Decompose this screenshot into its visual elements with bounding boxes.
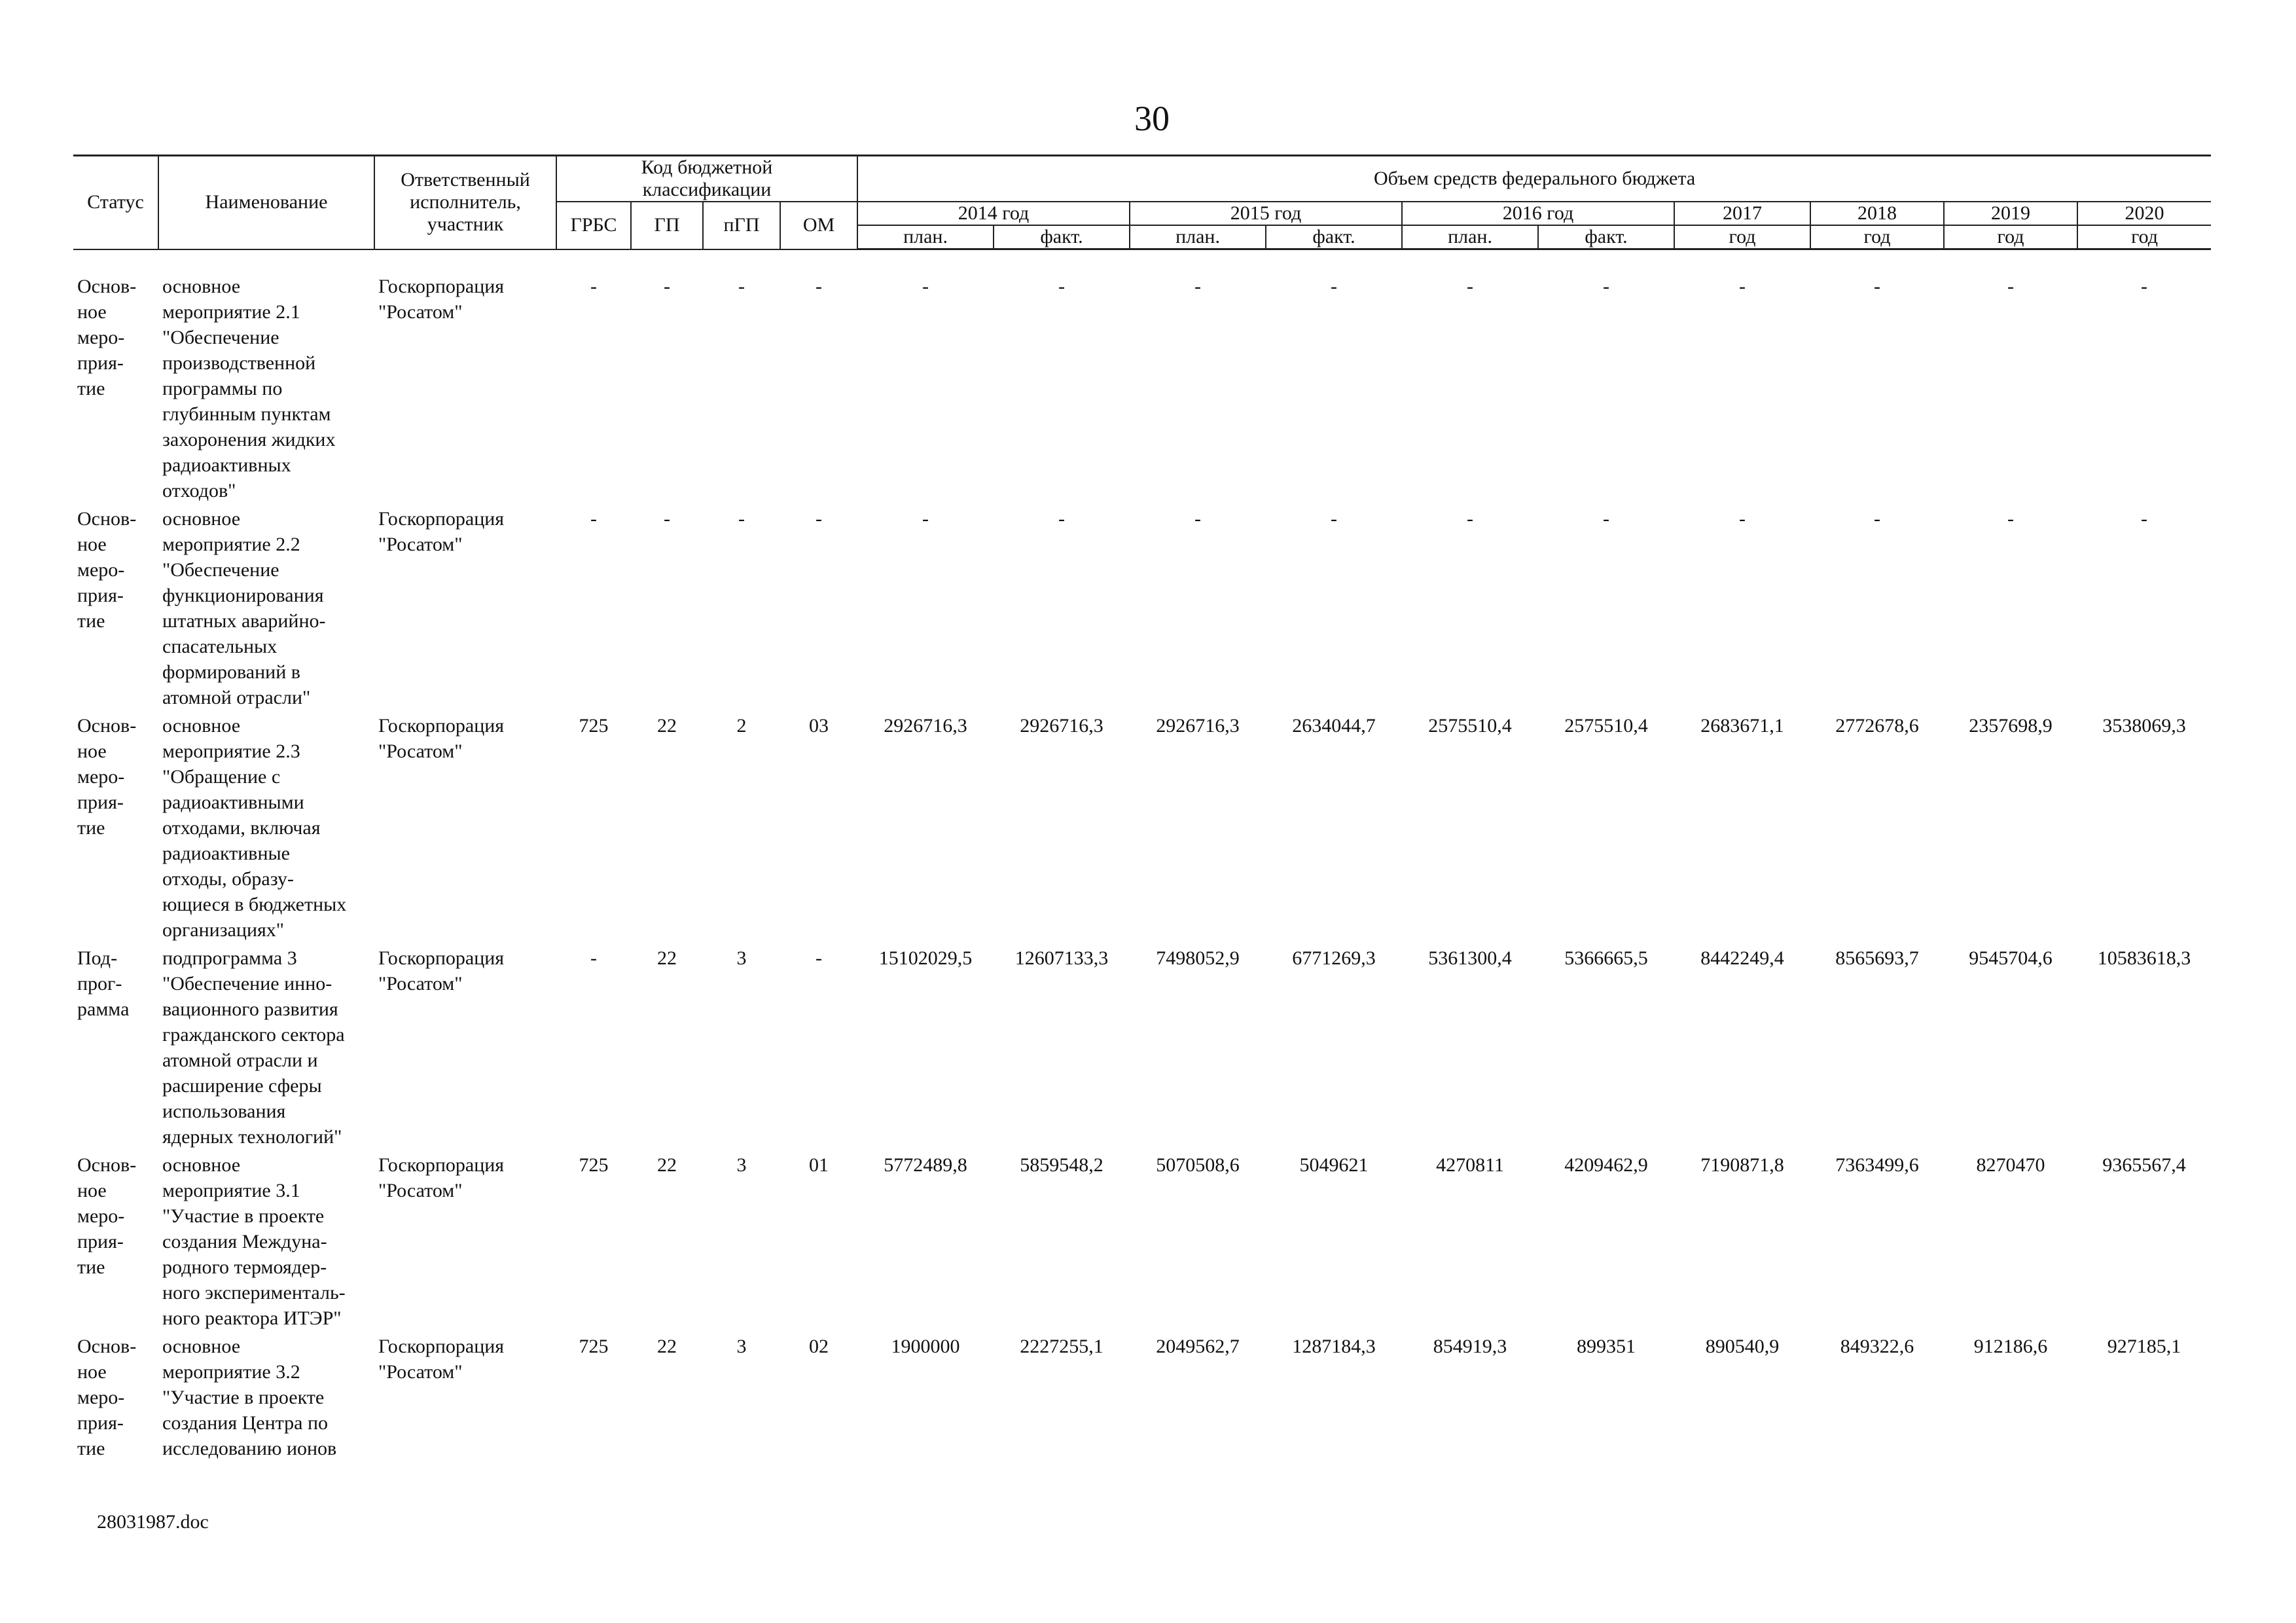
row-executor [374,506,556,713]
row-grbs-text: - [590,507,597,530]
table-header [73,156,2211,249]
header-grbs: ГРБС [556,202,631,249]
row-value-2016-plan: - [1467,276,1474,297]
row-value-2016-plan: 4270811 [1436,1154,1504,1176]
row-pgp [703,1152,780,1334]
header-2015-plan: план. [1130,225,1266,249]
row-om [780,713,857,945]
row-gp [631,945,703,1152]
row-value-2018: - [1874,507,1881,530]
row-value-2015-plan: - [1194,276,1202,297]
row-value-2014-plan: 15102029,5 [878,947,973,969]
row-executor-text: Госкорпорация "Росатом" [378,275,505,323]
row-value-2018: 2772678,6 [1835,714,1919,737]
row-om-text: 01 [809,1154,829,1176]
table-row [73,506,2211,713]
row-pgp [703,713,780,945]
header-year-2015: 2015 год [1130,202,1402,225]
row-om-text: 03 [809,714,829,737]
row-value-2017: 890540,9 [1705,1335,1780,1357]
row-status [73,1152,158,1334]
row-name [158,249,374,506]
table-row [73,1152,2211,1334]
header-federal-budget: Объем средств федерального бюджета [857,156,2211,202]
header-year-2018: 2018 [1810,202,1944,225]
row-grbs-text: 725 [579,1335,609,1357]
row-om-text: - [816,947,822,969]
row-pgp-text: 3 [736,1154,747,1176]
row-value-2015-fact: - [1331,507,1338,530]
row-value-2015-fact: - [1331,276,1338,297]
row-status [73,713,158,945]
row-value-2016-plan: - [1467,507,1474,530]
row-status-text: Основ- ное меро- прия- тие [77,1335,137,1459]
row-pgp-text: 2 [736,714,747,737]
row-executor [374,713,556,945]
row-status-text: Под- прог- рамма [77,947,130,1020]
header-year-2019: 2019 [1944,202,2077,225]
row-status-text: Основ- ное меро- прия- тие [77,275,137,399]
row-gp [631,506,703,713]
header-budget-code: Код бюджетной классификации [556,156,857,202]
row-name-text: основное мероприятие 3.2 "Участие в проекте создания Центра по исследованию ионов [162,1335,337,1459]
row-name [158,1334,374,1464]
row-om [780,249,857,506]
header-year-2016: 2016 год [1402,202,1674,225]
row-grbs-text: - [590,275,597,297]
row-value-2019: 2357698,9 [1969,714,2053,737]
row-value-2018: - [1874,276,1881,297]
table-row [73,1334,2211,1464]
row-value-2014-fact: 2926716,3 [1020,714,1103,737]
budget-table [73,155,2211,1464]
row-executor [374,945,556,1152]
row-gp [631,1152,703,1334]
row-status [73,506,158,713]
row-gp-text: 22 [657,947,677,969]
page-number: 30 [1134,99,1170,138]
row-value-2016-fact: 2575510,4 [1564,714,1648,737]
row-value-2015-fact: 5049621 [1299,1154,1369,1176]
row-executor-text: Госкорпорация "Росатом" [378,507,505,555]
row-value-2018: 7363499,6 [1835,1154,1919,1176]
header-2014-fact: факт. [994,225,1130,249]
header-year-2020: 2020 [2077,202,2211,225]
row-gp [631,713,703,945]
row-value-2020: - [2141,276,2148,297]
table-row [73,945,2211,1152]
header-year-2014: 2014 год [857,202,1130,225]
row-grbs-text: 725 [579,1154,609,1176]
header-2019-unit: год [1944,225,2077,249]
row-gp [631,1334,703,1464]
row-value-2015-plan: 2926716,3 [1156,714,1240,737]
row-name [158,945,374,1152]
table-row [73,249,2211,506]
row-value-2015-plan: 5070508,6 [1156,1154,1240,1176]
row-grbs-text: - [590,947,597,969]
row-value-2016-fact: 5366665,5 [1564,947,1648,969]
row-pgp [703,506,780,713]
row-name-text: основное мероприятие 2.3 "Обращение с радиоактивными отходами, включая радиоактивные отходы, образу- ющиеся в бюджетных организациях" [162,714,347,941]
row-pgp [703,249,780,506]
row-gp-text: 22 [657,1154,677,1176]
row-status [73,1334,158,1464]
row-value-2017: 8442249,4 [1700,947,1784,969]
row-status-text: Основ- ное меро- прия- тие [77,1154,137,1278]
row-grbs [556,945,631,1152]
row-value-2018: 8565693,7 [1835,947,1919,969]
header-2015-fact: факт. [1266,225,1402,249]
row-status-text: Основ- ное меро- прия- тие [77,507,137,632]
table-row [73,713,2211,945]
row-grbs [556,249,631,506]
row-value-2016-plan: 2575510,4 [1428,714,1512,737]
row-om-text: 02 [809,1335,829,1357]
row-value-2015-plan: 2049562,7 [1156,1335,1240,1357]
row-value-2014-fact: - [1058,276,1066,297]
row-name-text: подпрограмма 3 "Обеспечение инно- вационного развития гражданского сектора атомной отрасли и расширение сферы использования ядерных технологий" [162,947,345,1148]
row-value-2019: - [2007,507,2015,530]
row-gp-text: - [664,275,670,297]
row-pgp-text: - [738,507,745,530]
row-status [73,249,158,506]
row-pgp-text: - [738,275,745,297]
row-name-text: основное мероприятие 3.1 "Участие в проекте создания Междуна- родного термоядер- ного эксперименталь- ного реактора ИТЭР" [162,1154,346,1329]
row-value-2015-plan: - [1194,507,1202,530]
row-value-2015-fact: 1287184,3 [1292,1335,1376,1357]
row-pgp-text: 3 [736,1335,747,1357]
header-pgp: пГП [703,202,780,249]
row-value-2017: 2683671,1 [1700,714,1784,737]
row-om [780,1152,857,1334]
row-value-2014-fact: 2227255,1 [1020,1335,1103,1357]
row-executor [374,1334,556,1464]
row-name [158,506,374,713]
row-value-2014-plan: 5772489,8 [884,1154,967,1176]
row-grbs-text: 725 [579,714,609,737]
header-2017-unit: год [1674,225,1810,249]
row-value-2014-plan: - [922,507,929,530]
row-value-2014-plan: 2926716,3 [884,714,967,737]
row-name-text: основное мероприятие 2.1 "Обеспечение производственной программы по глубинным пунктам захоронения жидких радиоактивных отходов" [162,275,336,501]
row-value-2017: - [1739,507,1746,530]
row-value-2019: 912186,6 [1973,1335,2048,1357]
row-om-text: - [816,507,822,530]
header-2020-unit: год [2077,225,2211,249]
row-grbs [556,1334,631,1464]
row-value-2016-fact: - [1603,507,1610,530]
row-om-text: - [816,275,822,297]
row-executor [374,249,556,506]
row-executor-text: Госкорпорация "Росатом" [378,714,505,762]
row-value-2014-fact: 5859548,2 [1020,1154,1103,1176]
row-value-2014-fact: 12607133,3 [1014,947,1109,969]
row-gp-text: - [664,507,670,530]
header-2016-fact: факт. [1538,225,1674,249]
row-om [780,506,857,713]
row-value-2020: 3538069,3 [2102,714,2186,737]
row-grbs [556,1152,631,1334]
row-value-2015-fact: 2634044,7 [1292,714,1376,737]
row-value-2020: 9365567,4 [2102,1154,2186,1176]
row-value-2015-fact: 6771269,3 [1292,947,1376,969]
row-value-2015-plan: 7498052,9 [1156,947,1240,969]
row-value-2016-fact: - [1603,276,1610,297]
row-value-2017: - [1739,276,1746,297]
row-value-2020: - [2141,507,2148,530]
row-value-2019: 8270470 [1976,1154,2045,1176]
row-executor-text: Госкорпорация "Росатом" [378,1335,505,1383]
header-status: Статус [73,156,158,249]
table-body [73,249,2211,1464]
row-value-2019: 9545704,6 [1969,947,2053,969]
row-executor [374,1152,556,1334]
row-value-2016-fact: 4209462,9 [1564,1154,1648,1176]
header-executor: Ответственный исполнитель, участник [374,156,556,249]
row-value-2017: 7190871,8 [1700,1154,1784,1176]
row-value-2018: 849322,6 [1840,1335,1914,1357]
row-pgp [703,945,780,1152]
header-2018-unit: год [1810,225,1944,249]
header-2016-plan: план. [1402,225,1538,249]
row-gp-text: 22 [657,1335,677,1357]
row-om [780,1334,857,1464]
row-grbs [556,713,631,945]
row-status-text: Основ- ное меро- прия- тие [77,714,137,839]
row-pgp-text: 3 [736,947,747,969]
header-om: ОМ [780,202,857,249]
row-gp [631,249,703,506]
row-gp-text: 22 [657,714,677,737]
row-value-2020: 927185,1 [2107,1335,2181,1357]
row-value-2016-plan: 5361300,4 [1428,947,1512,969]
row-value-2014-plan: - [922,276,929,297]
row-name [158,713,374,945]
row-value-2016-plan: 854919,3 [1433,1335,1507,1357]
row-value-2016-fact: 899351 [1577,1335,1636,1357]
row-value-2020: 10583618,3 [2097,947,2191,969]
row-value-2014-plan: 1900000 [891,1335,960,1357]
row-value-2014-fact: - [1058,507,1066,530]
header-gp: ГП [631,202,703,249]
header-2014-plan: план. [857,225,994,249]
row-executor-text: Госкорпорация "Росатом" [378,1154,505,1201]
row-name-text: основное мероприятие 2.2 "Обеспечение функционирования штатных аварийно- спасательных формирований в атомной отрасли" [162,507,326,708]
row-pgp [703,1334,780,1464]
row-name [158,1152,374,1334]
row-grbs [556,506,631,713]
header-name: Наименование [158,156,374,249]
row-value-2019: - [2007,276,2015,297]
header-year-2017: 2017 [1674,202,1810,225]
row-executor-text: Госкорпорация "Росатом" [378,947,505,994]
footer-filename: 28031987.doc [97,1511,209,1533]
row-status [73,945,158,1152]
row-om [780,945,857,1152]
